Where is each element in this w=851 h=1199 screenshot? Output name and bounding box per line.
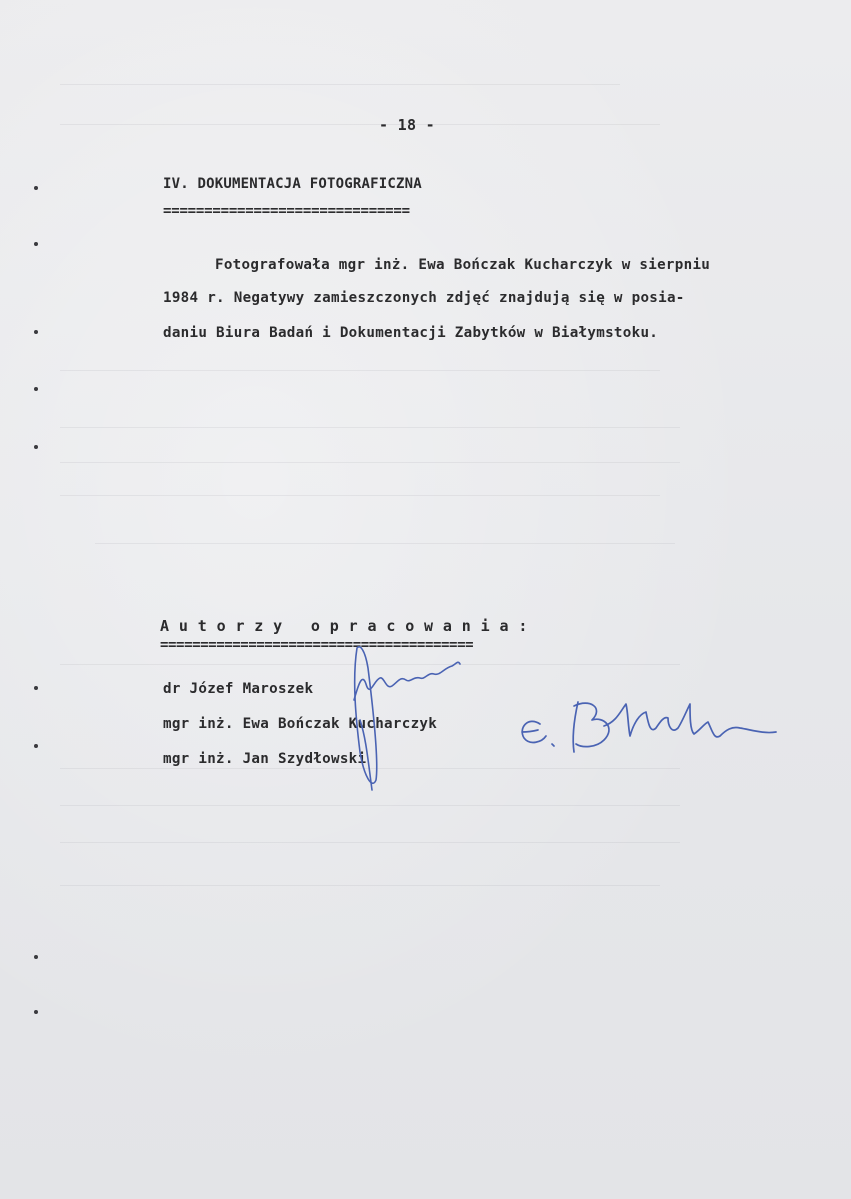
punch-hole: [34, 387, 38, 391]
signature-kucharczyk: [522, 702, 776, 752]
punch-hole: [34, 330, 38, 334]
show-through-line: [60, 842, 680, 843]
show-through-line: [95, 543, 675, 544]
section-heading: IV. DOKUMENTACJA FOTOGRAFICZNA: [163, 176, 422, 192]
show-through-line: [60, 664, 680, 665]
show-through-line: [60, 370, 660, 371]
punch-hole: [34, 955, 38, 959]
author-name: mgr inż. Jan Szydłowski: [163, 751, 367, 767]
paragraph-line: Fotografowała mgr inż. Ewa Bończak Kucharczyk w sierpniu: [215, 257, 711, 273]
punch-hole: [34, 744, 38, 748]
show-through-line: [60, 427, 680, 428]
show-through-line: [60, 805, 680, 806]
show-through-line: [60, 495, 660, 496]
heading-underline: ==============================: [163, 203, 410, 219]
punch-hole: [34, 242, 38, 246]
author-name: dr Józef Maroszek: [163, 681, 314, 697]
paragraph-line: daniu Biura Badań i Dokumentacji Zabytków w Białymstoku.: [163, 325, 659, 341]
page-number: - 18 -: [379, 116, 435, 134]
paragraph-line: 1984 r. Negatywy zamieszczonych zdjęć znajdują się w posia-: [163, 290, 685, 306]
punch-hole: [34, 1010, 38, 1014]
show-through-line: [60, 885, 660, 886]
authors-heading: A u t o r z y o p r a c o w a n i a :: [160, 617, 528, 635]
show-through-line: [60, 462, 680, 463]
authors-underline: =======================================: [160, 637, 474, 653]
punch-hole: [34, 686, 38, 690]
show-through-line: [60, 84, 620, 85]
show-through-line: [60, 768, 680, 769]
punch-hole: [34, 445, 38, 449]
author-name: mgr inż. Ewa Bończak Kucharczyk: [163, 716, 438, 732]
punch-hole: [34, 186, 38, 190]
